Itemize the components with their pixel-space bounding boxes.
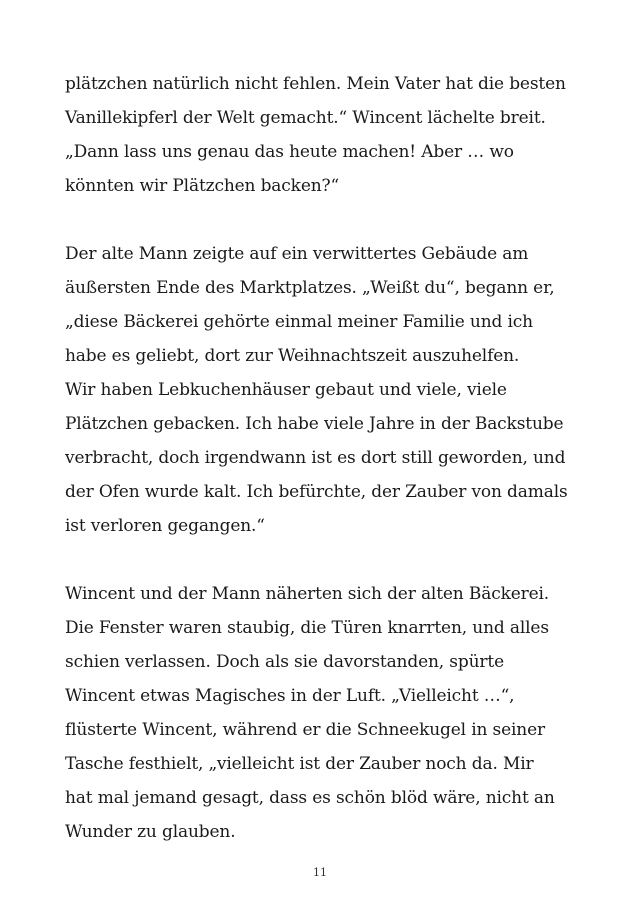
- text-line: Plätzchen gebacken. Ich habe viele Jahre in der Backstube: [65, 414, 564, 434]
- paragraph-1: [65, 67, 585, 203]
- text-line: der Ofen wurde kalt. Ich befürchte, der Zauber von damals: [65, 482, 568, 502]
- text-line: hat mal jemand gesagt, dass es schön blöd wäre, nicht an: [65, 788, 555, 808]
- text-line: Vanillekipferl der Welt gemacht.“ Wincent lächelte breit.: [65, 108, 546, 128]
- text-line: äußersten Ende des Marktplatzes. „Weißt du“, begann er,: [65, 278, 555, 298]
- text-line: „Dann lass uns genau das heute machen! Aber … wo: [65, 142, 514, 162]
- text-line: habe es geliebt, dort zur Weihnachtszeit auszuhelfen.: [65, 346, 520, 366]
- text-line: Wincent und der Mann näherten sich der alten Bäckerei.: [65, 584, 550, 604]
- paragraph-3: [65, 577, 585, 849]
- text-line: plätzchen natürlich nicht fehlen. Mein Vater hat die besten: [65, 74, 566, 94]
- text-line: Tasche festhielt, „vielleicht ist der Zauber noch da. Mir: [65, 754, 534, 774]
- text-line: könnten wir Plätzchen backen?“: [65, 176, 340, 196]
- text-line: ist verloren gegangen.“: [65, 516, 265, 536]
- paragraph-2: [65, 237, 585, 543]
- text-line: Der alte Mann zeigte auf ein verwittertes Gebäude am: [65, 244, 529, 264]
- text-line: schien verlassen. Doch als sie davorstanden, spürte: [65, 652, 504, 672]
- text-line: „diese Bäckerei gehörte einmal meiner Familie und ich: [65, 312, 533, 332]
- page-number: 11: [313, 866, 327, 879]
- text-line: Wunder zu glauben.: [65, 822, 236, 842]
- text-line: Die Fenster waren staubig, die Türen knarrten, und alles: [65, 618, 549, 638]
- text-line: verbracht, doch irgendwann ist es dort still geworden, und: [65, 448, 566, 468]
- text-line: Wincent etwas Magisches in der Luft. „Vielleicht …“,: [65, 686, 515, 706]
- text-line: flüsterte Wincent, während er die Schneekugel in seiner: [65, 720, 545, 740]
- page-body-text: [65, 67, 585, 883]
- text-line: Wir haben Lebkuchenhäuser gebaut und viele, viele: [65, 380, 507, 400]
